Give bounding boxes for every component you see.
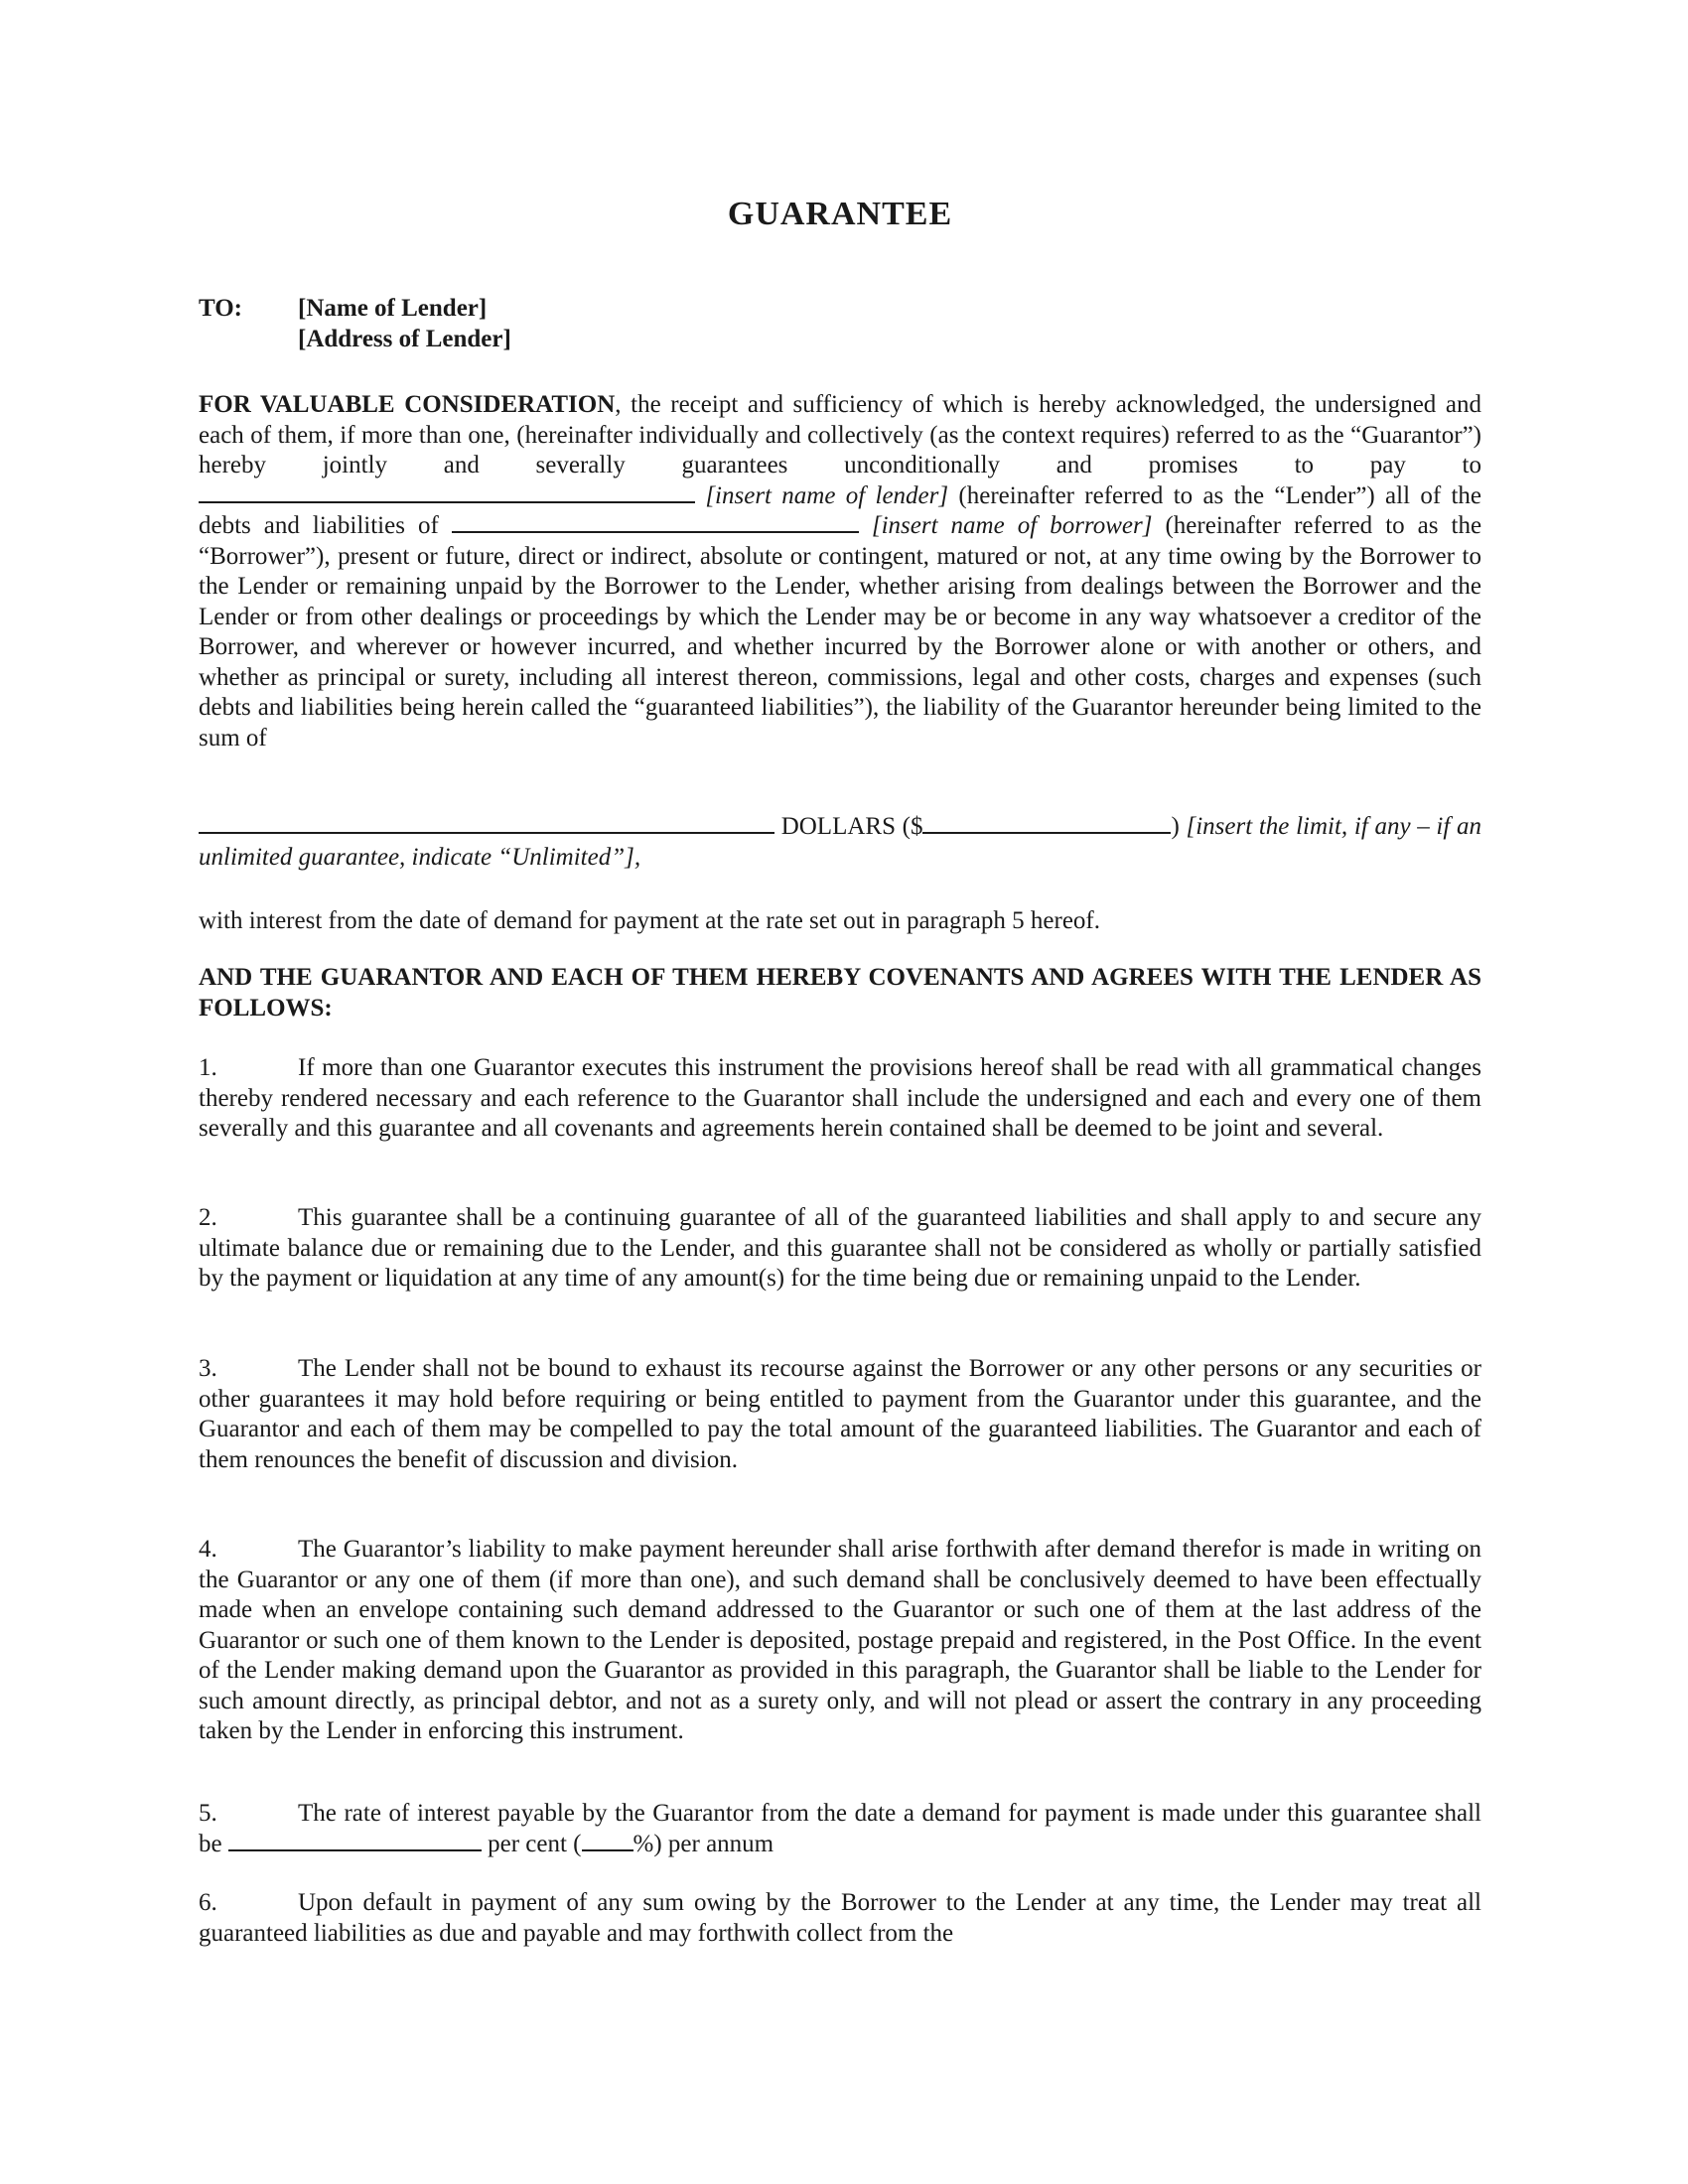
paragraph-number: 4. (199, 1536, 217, 1563)
paragraph-text: Upon default in payment of any sum owing by the Borrower to the Lender at any time, the Lender may treat all guaranteed liabilities as due and payable and may forthwith collect from the (199, 1889, 1481, 1947)
intro-text-3: (hereinafter referred to as the “Borrower”), present or future, direct or indirect, absolute or contingent, matured or not, at any time owing by the Borrower to the Lender or remaining unpaid by the Borrower to the Lender, whether arising from dealings between the Borrower and the Lender or from other dealings or proceedings by which the Lender may be or become in any way whatsoever a creditor of the Borrower, and wherever or however incurred, and whether incurred by the Borrower alone or with another or others, and whether as principal or surety, including all interest thereon, commissions, legal and other costs, charges and expenses (such debts and liabilities being herein called the “guaranteed liabilities”), the liability of the Guarantor hereunder being limited to the sum of (199, 512, 1482, 751)
interest-percent-blank (582, 1830, 633, 1851)
lender-name-blank (199, 481, 695, 503)
paragraph-text: If more than one Guarantor executes this instrument the provisions hereof shall be read with all grammatical changes thereby rendered necessary and each reference to the Guarantor shall include the undersigned and each and every one of them severally and this guarantee and all covenants and agreements herein contained shall be deemed to be joint and several. (199, 1054, 1481, 1142)
intro-lead: FOR VALUABLE CONSIDERATION (199, 391, 616, 418)
paragraph-3 (199, 1354, 1481, 1475)
interest-line: with interest from the date of demand for payment at the rate set out in paragraph 5 hereof. (199, 907, 1100, 934)
paragraph-5 (199, 1799, 1481, 1859)
limit-paragraph (199, 812, 1481, 873)
intro-text-2: (hereinafter referred to as the “Lender”) all of the debts and liabilities of (199, 481, 1482, 539)
paragraph-1 (199, 1053, 1481, 1145)
paragraph-number: 1. (199, 1054, 217, 1081)
paragraph-number: 3. (199, 1355, 217, 1382)
limit-hint: [insert the limit, if any – if an unlimited guarantee, indicate “Unlimited”], (199, 813, 1481, 871)
paragraph-number: 2. (199, 1204, 217, 1231)
paragraph-text: The Guarantor’s liability to make payment hereunder shall arise forthwith after demand therefor is made in writing on the Guarantor or any one of them (if more than one), and such demand shall be conclusively deemed to have been effectually made when an envelope containing such demand addressed to the Guarantor or such one of them at the last address of the Guarantor or such one of them known to the Lender is deposited, postage prepaid and registered, in the Post Office. In the event of the Lender making demand upon the Guarantor as provided in this paragraph, the Guarantor shall be liable to the Lender for such amount directly, as principal debtor, and not as a surety only, and will not plead or assert the contrary in any proceeding taken by the Lender in enforcing this instrument. (199, 1536, 1481, 1744)
intro-paragraph (199, 390, 1481, 753)
limit-words-blank (199, 812, 774, 834)
paragraph-2 (199, 1203, 1481, 1295)
interest-rate-blank (228, 1830, 482, 1851)
lender-address-placeholder: [Address of Lender] (298, 325, 511, 352)
lender-name-placeholder: [Name of Lender] (298, 295, 488, 322)
paragraph-number: 5. (199, 1800, 217, 1827)
document-title: GUARANTEE (727, 196, 953, 232)
paragraph-text-3: %) per annum (633, 1830, 774, 1857)
limit-close-paren: ) (1171, 813, 1180, 840)
borrower-name-blank (452, 511, 859, 533)
paragraph-6 (199, 1888, 1481, 1949)
to-label: TO: (199, 295, 242, 322)
paragraph-text: The Lender shall not be bound to exhaust its recourse against the Borrower or any other persons or any securities or other guarantees it may hold before requiring or being entitled to payment from the Guarantor under this guarantee, and the Guarantor and each of them may be compelled to pay the total amount of the guaranteed liabilities. The Guarantor and each of them renounces the benefit of discussion and division. (199, 1355, 1481, 1473)
paragraph-text: This guarantee shall be a continuing guarantee of all of the guaranteed liabilities and shall apply to and secure any ultimate balance due or remaining due to the Lender, and this guarantee shall not be considered as wholly or partially satisfied by the payment or liquidation at any time of any amount(s) for the time being due or remaining unpaid to the Lender. (199, 1204, 1481, 1292)
paragraph-text-2: per cent ( (488, 1830, 582, 1857)
paragraph-4 (199, 1535, 1481, 1747)
borrower-name-hint: [insert name of borrower] (871, 512, 1153, 539)
dollars-label: DOLLARS ($ (780, 813, 923, 840)
limit-amount-blank (922, 812, 1171, 834)
paragraph-number: 6. (199, 1889, 217, 1916)
intro-text-1: , the receipt and sufficiency of which is hereby acknowledged, the undersigned and each of them, if more than one, (hereinafter individually and collectively (as the context requires) referred to as the “Guarantor”) hereby jointly and severally guarantees unconditionally and promises to pay to (199, 391, 1481, 478)
addressee-block (199, 294, 1481, 354)
paragraph-text-1: The rate of interest payable by the Guarantor from the date a demand for payment is made under this guarantee shall be (199, 1800, 1481, 1857)
lender-name-hint: [insert name of lender] (705, 481, 949, 509)
covenant-heading: AND THE GUARANTOR AND EACH OF THEM HEREBY COVENANTS AND AGREES WITH THE LENDER AS FOLLOWS: (199, 964, 1481, 1022)
